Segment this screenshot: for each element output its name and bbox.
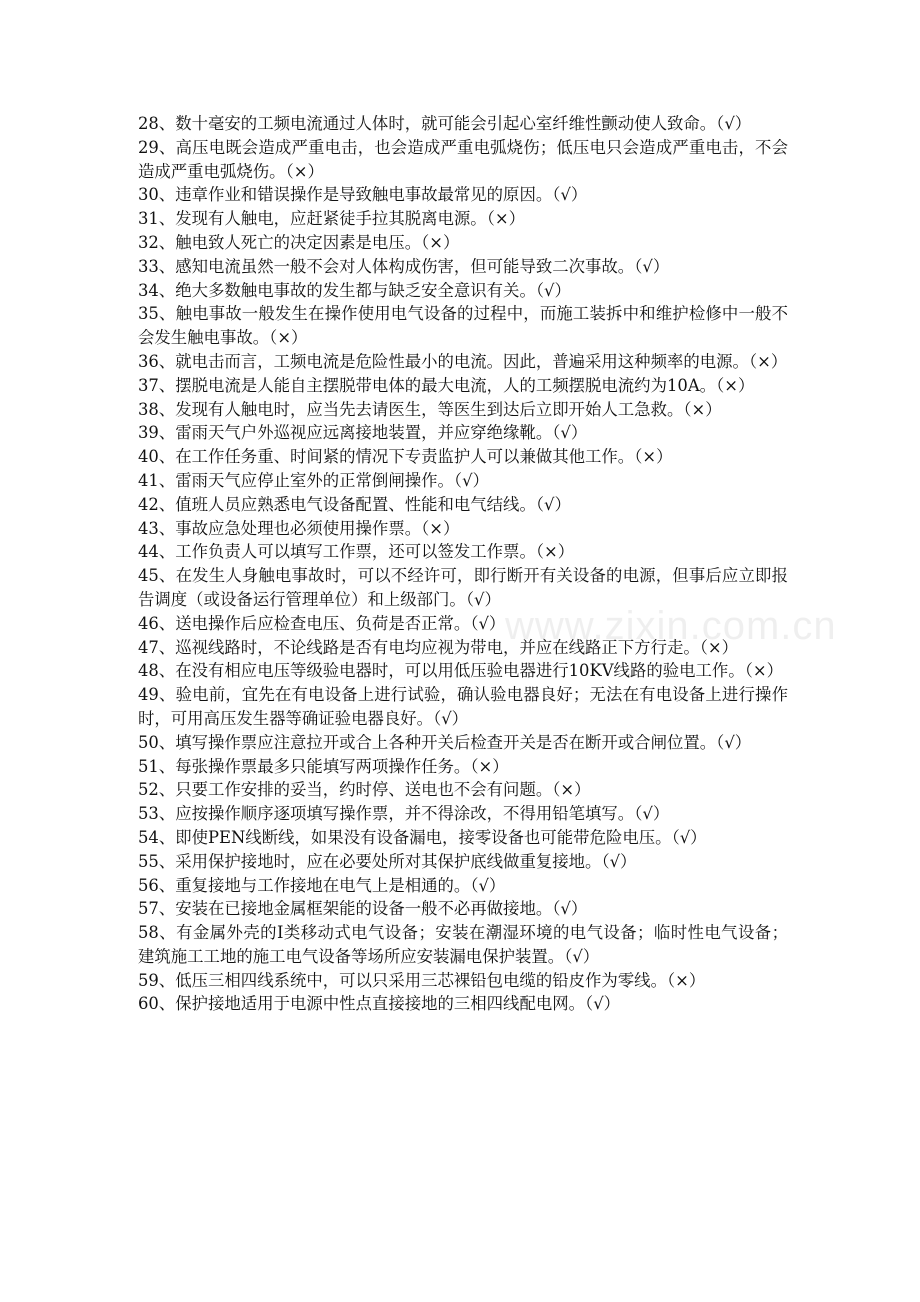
question-item: 47、巡视线路时，不论线路是否有电均应视为带电，并应在线路正下方行走。（×）: [138, 637, 739, 657]
question-item: 49、验电前，宜先在有电设备上进行试验，确认验电器良好；无法在有电设备上进行操作时，可用高压发生器等确证验电器良好。（√）: [138, 685, 788, 728]
question-item: 37、摆脱电流是人能自主摆脱带电体的最大电流，人的工频摆脱电流约为10A。（×）: [138, 375, 755, 395]
question-item: 40、在工作任务重、时间紧的情况下专责监护人可以兼做其他工作。（×）: [138, 447, 673, 467]
question-item: 32、触电致人死亡的决定因素是电压。（×）: [138, 232, 460, 252]
question-item: 45、在发生人身触电事故时，可以不经许可，即行断开有关设备的电源，但事后应立即报告调度（或设备运行管理单位）和上级部门。（√）: [138, 566, 788, 609]
question-item: 46、送电操作后应检查电压、负荷是否正常。（√）: [138, 613, 506, 633]
question-item: 54、即使PEN线断线，如果没有设备漏电，接零设备也可能带危险电压。（√）: [138, 827, 707, 847]
question-item: 44、工作负责人可以填写工作票，还可以签发工作票。（×）: [138, 542, 575, 562]
question-item: 38、发现有人触电时，应当先去请医生，等医生到达后立即开始人工急救。（×）: [138, 399, 722, 419]
question-item: 50、填写操作票应注意拉开或合上各种开关后检查开关是否在断开或合闸位置。（√）: [138, 732, 752, 752]
question-list: [138, 112, 788, 1016]
question-item: 31、发现有人触电，应赶紧徒手拉其脱离电源。（×）: [138, 209, 525, 229]
question-item: 35、触电事故一般发生在操作使用电气设备的过程中，而施工装拆中和维护检修中一般不会发生触电事故。（×）: [138, 304, 788, 348]
question-item: 42、值班人员应熟悉电气设备配置、性能和电气结线。（√）: [138, 494, 571, 514]
watermark: www.zixin.com.cn: [505, 604, 837, 648]
question-item: 55、采用保护接地时，应在必要处所对其保护底线做重复接地。（√）: [138, 851, 637, 871]
question-item: 59、低压三相四线系统中，可以只采用三芯裸铅包电缆的铅皮作为零线。（×）: [138, 970, 706, 990]
question-item: 53、应按操作顺序逐项填写操作票，并不得涂改，不得用铅笔填写。（√）: [138, 804, 670, 824]
question-item: 39、雷雨天气户外巡视应远离接地装置，并应穿绝缘靴。（√）: [138, 423, 588, 443]
question-item: 41、雷雨天气应停止室外的正常倒闸操作。（√）: [138, 470, 489, 490]
question-item: 52、只要工作安排的妥当，约时停、送电也不会有问题。（×）: [138, 780, 591, 800]
question-item: 51、每张操作票最多只能填写两项操作任务。（×）: [138, 756, 509, 776]
question-item: 28、数十毫安的工频电流通过人体时，就可能会引起心室纤维性颤动使人致命。（√）: [138, 114, 752, 133]
question-item: 57、安装在已接地金属框架能的设备一般不必再做接地。（√）: [138, 899, 588, 919]
question-item: 36、就电击而言，工频电流是危险性最小的电流。因此，普遍采用这种频率的电源。（×）: [138, 351, 788, 371]
question-item: 29、高压电既会造成严重电击，也会造成严重电弧烧伤；低压电只会造成严重电击，不会造成严重电弧烧伤。（×）: [138, 137, 788, 181]
question-item: 34、绝大多数触电事故的发生都与缺乏安全意识有关。（√）: [138, 280, 571, 300]
question-item: 48、在没有相应电压等级验电器时，可以用低压验电器进行10KV线路的验电工作。（×）: [138, 661, 783, 681]
question-item: 30、违章作业和错误操作是导致触电事故最常见的原因。（√）: [138, 185, 588, 205]
question-item: 60、保护接地适用于电源中性点直接接地的三相四线配电网。（√）: [138, 994, 621, 1014]
question-item: 43、事故应急处理也必须使用操作票。（×）: [138, 518, 460, 538]
question-item: 33、感知电流虽然一般不会对人体构成伤害，但可能导致二次事故。（√）: [138, 256, 670, 276]
question-item: 56、重复接地与工作接地在电气上是相通的。（√）: [138, 875, 506, 895]
question-item: 58、有金属外壳的I类移动式电气设备；安装在潮湿环境的电气设备；临时性电气设备；建筑施工工地的施工电气设备等场所应安装漏电保护装置。（√）: [138, 923, 788, 966]
